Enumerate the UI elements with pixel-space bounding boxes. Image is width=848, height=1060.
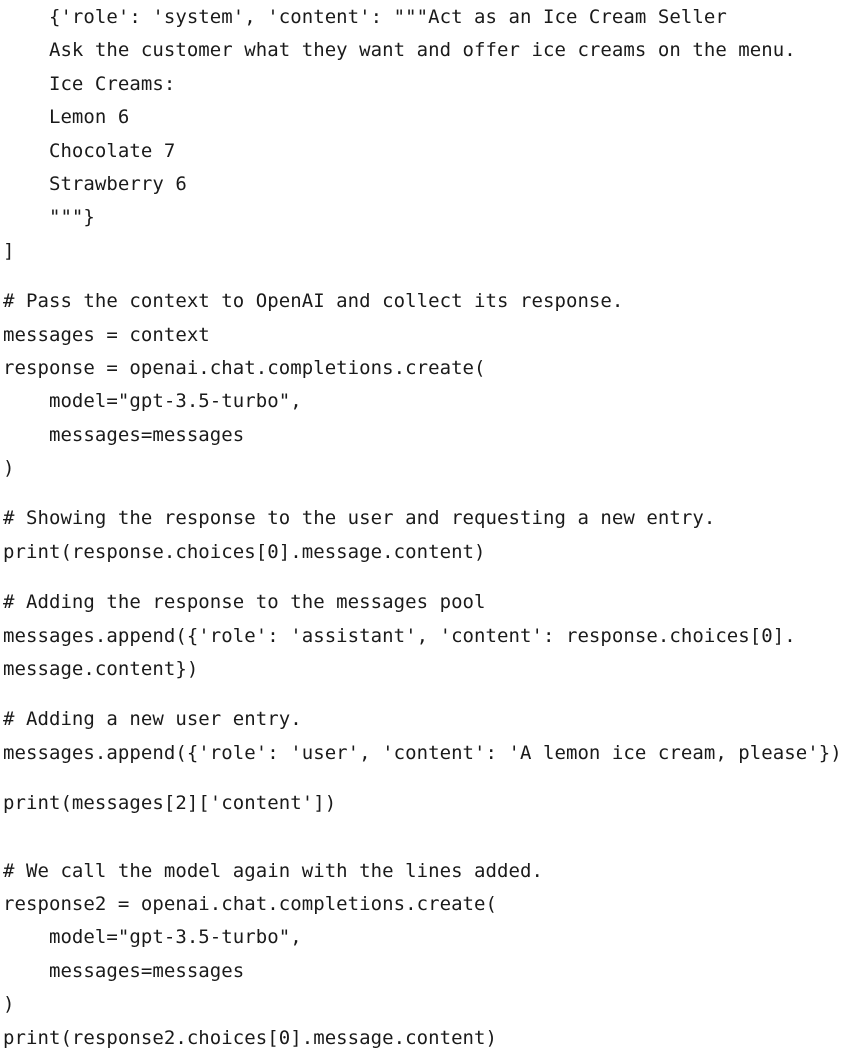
code-line: response2 = openai.chat.completions.create( xyxy=(3,892,498,915)
code-comment-line: # Pass the context to OpenAI and collect its response. xyxy=(3,290,624,313)
code-block-append-user-message xyxy=(3,703,848,770)
code-line: """} xyxy=(3,206,95,229)
code-line: Ice Creams: xyxy=(3,72,176,95)
code-line: Lemon 6 xyxy=(3,106,130,129)
code-block-append-assistant-message xyxy=(3,586,848,686)
code-line: model="gpt-3.5-turbo", xyxy=(3,926,302,949)
code-line: messages=messages xyxy=(3,959,245,982)
code-block-second-completion-call xyxy=(3,855,848,1055)
code-comment-line: # We call the model again with the lines added. xyxy=(3,859,543,882)
code-line: Chocolate 7 xyxy=(3,139,176,162)
code-line: response = openai.chat.completions.create( xyxy=(3,356,486,379)
code-line: messages = context xyxy=(3,323,210,346)
code-line: print(response2.choices[0].message.content) xyxy=(3,1026,498,1049)
code-line: message.content}) xyxy=(3,658,199,681)
code-block-print-user-message xyxy=(3,787,848,820)
code-line: messages.append({'role': 'user', 'content': 'A lemon ice cream, please'}) xyxy=(3,741,842,764)
code-block-show-response xyxy=(3,502,848,569)
code-block-system-message-context xyxy=(3,1,848,268)
code-line: print(response.choices[0].message.content) xyxy=(3,540,486,563)
code-line: {'role': 'system', 'content': """Act as an Ice Cream Seller xyxy=(3,6,727,28)
code-line: Ask the customer what they want and offer ice creams on the menu. xyxy=(3,39,796,62)
code-line: ) xyxy=(3,993,15,1016)
code-line: model="gpt-3.5-turbo", xyxy=(3,390,302,413)
code-line: ) xyxy=(3,457,15,480)
code-line: print(messages[2]['content']) xyxy=(3,792,337,815)
code-line: Strawberry 6 xyxy=(3,172,187,195)
code-comment-line: # Adding a new user entry. xyxy=(3,708,302,731)
code-line: messages.append({'role': 'assistant', 'content': response.choices[0]. xyxy=(3,624,796,647)
code-comment-line: # Adding the response to the messages pool xyxy=(3,591,486,614)
code-line: ] xyxy=(3,239,15,262)
code-block-first-completion-call xyxy=(3,285,848,485)
code-comment-line: # Showing the response to the user and requesting a new entry. xyxy=(3,507,716,530)
code-line: messages=messages xyxy=(3,423,245,446)
